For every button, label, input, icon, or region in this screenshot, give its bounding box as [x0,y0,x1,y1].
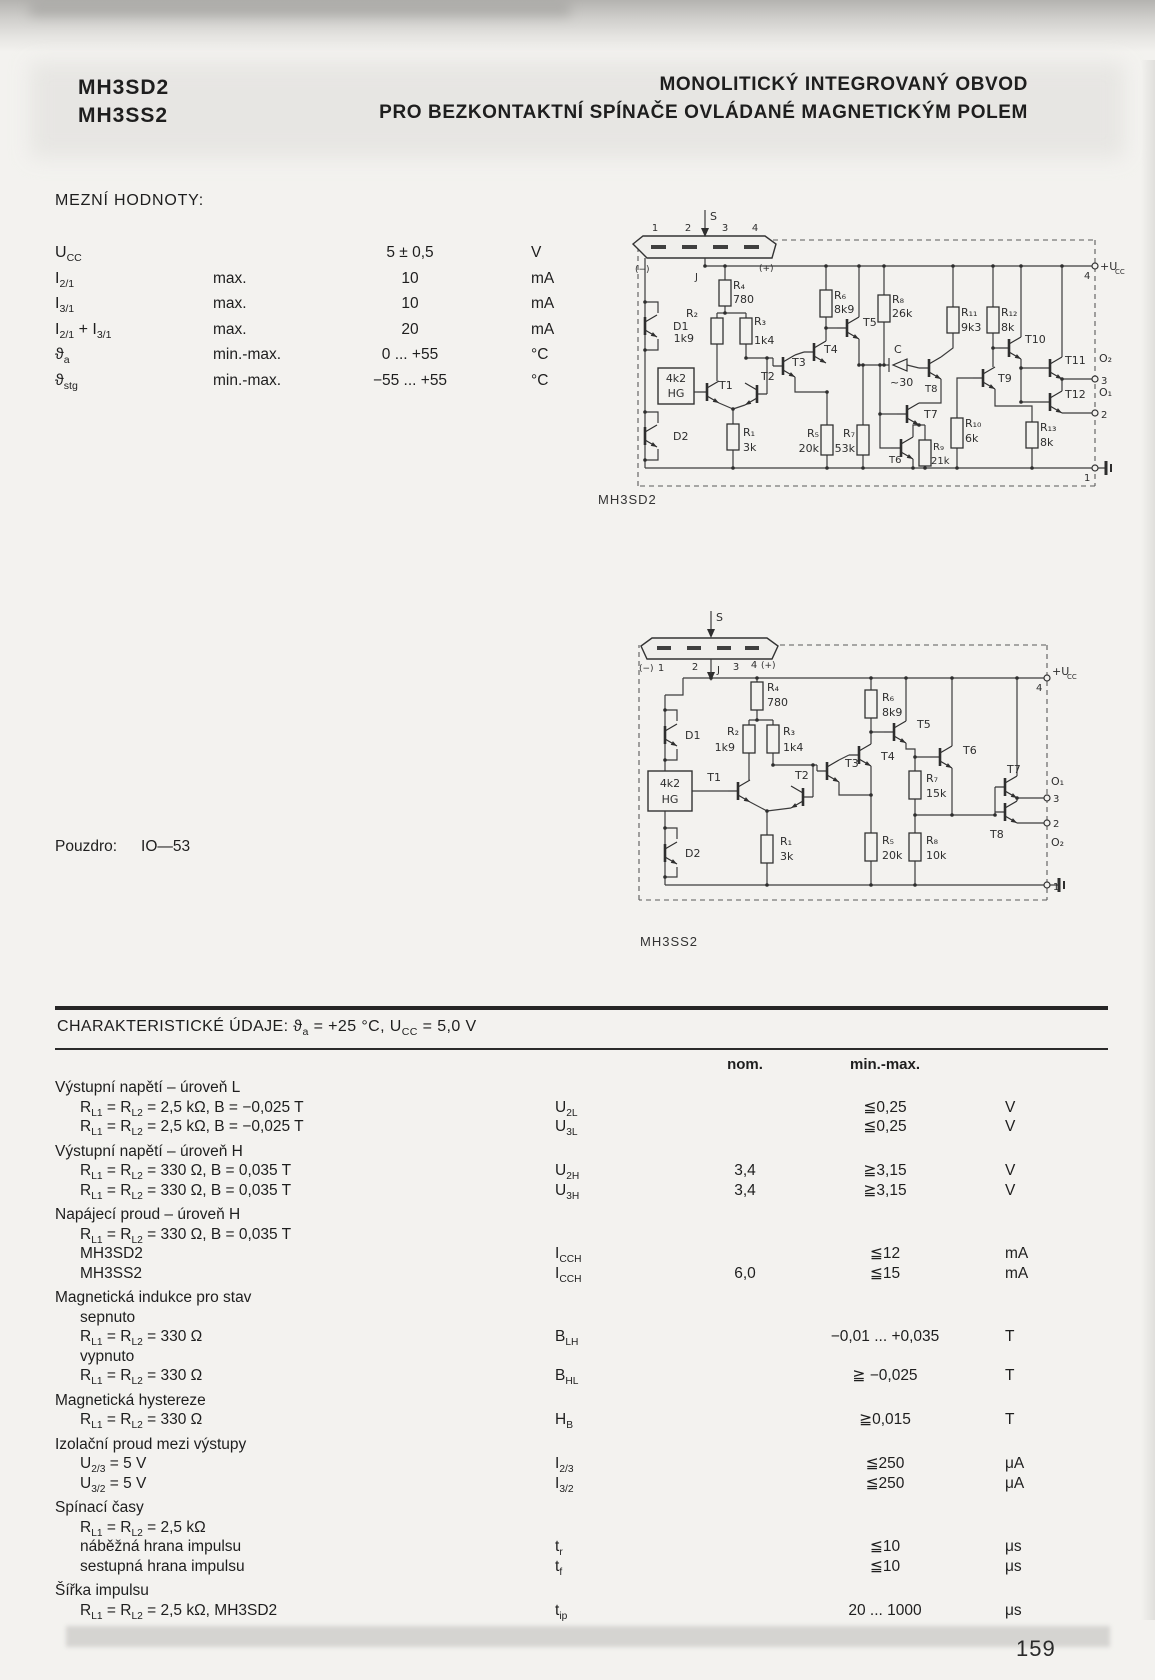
sch-label: R₅ [882,834,895,847]
char-row [55,1601,1117,1621]
schematic-mh3sd2 [595,196,1135,496]
char-symbol: $I_{3/2}$ [555,1474,574,1495]
schematic-caption-mh3ss2: MH3SS2 [640,934,699,949]
limits-heading: MEZNÍ HODNOTY: [55,192,204,209]
transistor-t2 [745,383,767,405]
sch-label: 1 [1084,473,1091,484]
doc-title-line2: PRO BEZKONTAKTNÍ SPÍNAČE OVLÁDANÉ MAGNETICKÝM POLEM [379,102,1028,123]
sch-label: S [716,611,723,624]
pin-4-ucc [1044,675,1050,681]
limit-condition: min.-max. [213,346,282,363]
sch-label: J [695,272,698,283]
sch-label: O₁ [1051,775,1065,788]
sch-label: T11 [1065,354,1086,367]
char-symbol: $U_{2L}$ [555,1098,578,1119]
transistor-t5 [884,721,906,743]
resistor-r7 [909,771,921,799]
char-unit: V [1005,1162,1016,1179]
sch-label: 4k2 [665,372,687,385]
char-row [55,1264,1117,1284]
char-condition: sestupná hrana impulsu [80,1557,245,1575]
sch-label: 1 [657,663,665,674]
sch-label: 1k4 [754,334,775,347]
char-nom-value: 3,4 [734,1181,756,1199]
char-condition: $R_{L1} = R_{L2} = 330$ Ω, B = 0,035 T [80,1225,292,1246]
transistor-t4 [804,341,826,363]
sch-label: 4 [750,660,758,671]
sch-label: 20k [798,442,819,455]
sch-label: O₂ [1099,352,1113,365]
sch-label: (−) [635,265,650,275]
sch-label: 15k [926,787,947,800]
transistor-t7 [897,403,919,425]
sch-label: 6k [965,432,979,445]
part-number-2: MH3SS2 [78,104,169,127]
char-condition: náběžná hrana impulsu [80,1538,242,1555]
sch-label: T3 [845,757,859,770]
part-number-1: MH3SD2 [78,76,170,99]
sch-label: 1k4 [783,741,804,754]
sch-label: R₃ [783,725,796,738]
sch-label: 4 [1084,271,1091,282]
sch-label: CC [1115,268,1125,276]
char-section-heading: Spínací časy [55,1499,144,1516]
char-row [55,1098,1117,1118]
sch-label: T1 [719,379,733,392]
limit-unit: mA [531,295,555,312]
limit-unit: °C [531,371,549,389]
limit-value: 5 ± 0,5 [386,244,434,261]
char-unit: μA [1005,1474,1025,1492]
limit-unit: V [531,244,542,261]
char-symbol: $t_f$ [555,1557,563,1578]
sch-label: T4 [881,750,895,763]
char-minmax-value: −0,01 ... +0,035 [830,1328,940,1345]
sch-label: R₂ [685,307,698,320]
char-table-body [55,1078,1117,1620]
char-unit: μs [1005,1557,1022,1575]
sch-label: 2 [1053,819,1060,830]
sch-label: T4 [824,343,838,356]
sch-label: +U [1100,260,1118,273]
char-minmax-value: ≧0,015 [859,1411,911,1428]
transistor-d1 [645,315,657,337]
sch-label: R₄ [733,279,746,292]
char-condition: MH3SD2 [80,1245,143,1262]
char-row [55,1161,1117,1181]
transistor-t8 [919,357,941,379]
sch-label: T9 [998,372,1012,385]
sch-label: T1 [707,771,721,784]
schematic-mh3ss2 [595,575,1135,905]
transistor-t9 [973,367,995,389]
sch-label: C [894,343,902,356]
resistor-r9 [919,440,931,466]
limit-value: −55 ... +55 [372,371,448,389]
sch-label: R₈ [892,293,905,306]
transistor-t7 [995,776,1017,798]
char-symbol: $H_B$ [555,1411,574,1432]
sch-label: D1 [673,320,689,333]
char-condition: $R_{L1} = R_{L2} = 330$ Ω, B = 0,035 T [80,1181,292,1202]
sch-label: T2 [795,769,809,782]
char-minmax-value: ≦0,25 [863,1098,907,1116]
limits-row [55,270,635,296]
pin-2-output [1044,820,1050,826]
page-number: 159 [1016,1636,1056,1661]
char-row [55,1410,1117,1430]
char-unit: V [1005,1098,1016,1116]
sch-label: 4 [1036,683,1043,694]
sch-label: HG [661,793,679,806]
transistor-t8 [995,801,1017,823]
char-condition: sepnuto [80,1308,136,1326]
scan-artifact-footer-bar [66,1626,1110,1647]
sch-label: 21k [931,456,950,467]
limit-param: $I_{2/1}$ [55,269,75,290]
sch-label: 3 [1101,376,1108,387]
sch-label: R₆ [834,289,847,302]
sch-label: +U [1052,665,1070,678]
char-symbol: $t_r$ [555,1538,563,1559]
sch-label: T5 [863,316,877,329]
char-nom-value: 6,0 [734,1264,756,1282]
package-value: IO—53 [141,838,191,855]
char-minmax-value: ≧3,15 [863,1162,907,1179]
sch-label: (−) [639,664,654,674]
char-section-heading: Šířka impulsu [55,1582,149,1599]
scan-artifact-right-edge [1141,60,1155,1620]
sch-label: 26k [892,307,913,320]
resistor-r13 [1026,422,1038,448]
resistor-r11 [947,307,959,333]
resistor-r1 [761,835,773,863]
sch-label: ~30 [890,376,914,389]
char-section-heading: Magnetická indukce pro stav [55,1289,252,1306]
sch-label: R₅ [806,427,819,440]
char-minmax-value: ≦250 [865,1455,905,1472]
char-unit: mA [1005,1245,1029,1262]
sch-label: D2 [685,847,701,860]
sch-label: 8k9 [834,303,855,316]
sch-label: S [710,210,717,223]
sch-label: T8 [990,828,1004,841]
sch-label: T7 [1007,763,1021,776]
limits-row [55,372,635,398]
sch-label: HG [667,387,685,400]
sch-label: 9k3 [961,321,982,334]
pin-3-output [1092,376,1098,382]
char-condition: vypnuto [80,1347,135,1365]
char-row [55,1347,1117,1367]
char-symbol: $U_{2H}$ [555,1162,580,1183]
transistor-t1 [728,780,750,802]
rule-mid [55,1048,1108,1050]
char-unit: V [1005,1118,1016,1135]
char-condition: $R_{L1} = R_{L2} = 2,5$ kΩ [80,1518,206,1539]
char-minmax-value: ≦10 [869,1538,901,1555]
char-row [55,1454,1117,1474]
limits-row [55,346,635,372]
sch-label: 3k [743,441,757,454]
pin-1-ground [1092,465,1098,471]
char-row [55,1181,1117,1201]
sch-label: R₁₃ [1040,421,1057,434]
limit-param: $I_{2/1} + I_{3/1}$ [55,320,112,341]
resistor-r8 [909,833,921,861]
sch-label: 3 [1053,794,1060,805]
limits-row [55,244,635,270]
resistor-r10 [951,418,963,448]
resistor-r4 [751,682,763,710]
sch-label: R₃ [754,315,767,328]
limit-unit: °C [531,346,549,363]
sch-label: T12 [1065,388,1086,401]
resistor-r1 [727,424,739,450]
column-header-nom: nom. [727,1056,763,1073]
sch-label: 3 [732,662,740,673]
sch-label: 2 [691,662,699,673]
scan-artifact-streak [30,2,570,16]
sch-label: T7 [924,408,938,421]
sch-label: T10 [1025,333,1046,346]
sch-label: 1 [1053,882,1060,893]
char-row [55,1518,1117,1538]
char-unit: T [1005,1411,1015,1428]
transistor-t12 [1040,391,1062,413]
limit-value: 20 [401,320,419,338]
limit-condition: min.-max. [213,371,282,389]
char-symbol: $I_{CCH}$ [555,1264,582,1285]
sch-label: R₁₀ [965,417,982,430]
char-row [55,1537,1117,1557]
sch-label: 53k [834,442,855,455]
package-line [55,838,190,856]
transistor-t2 [791,786,813,808]
char-condition: $R_{L1} = R_{L2} = 330$ Ω [80,1328,203,1349]
char-unit: mA [1005,1264,1029,1282]
sch-label: 1 [651,223,659,234]
sch-label: 4 [751,223,759,234]
char-section-heading: Výstupní napětí – úroveň L [55,1079,241,1096]
resistor-r4 [719,280,731,306]
char-symbol: $U_{3L}$ [555,1118,578,1139]
limit-unit: mA [531,320,555,338]
transistor-d2 [665,842,677,864]
char-row [55,1557,1117,1577]
char-minmax-value: ≦0,25 [863,1118,907,1135]
sch-label: (+) [761,661,776,671]
sch-label: J [717,665,720,676]
limit-value: 10 [401,295,419,312]
sch-label: T8 [925,384,938,395]
sch-label: R₁ [743,426,756,439]
sch-label: 3 [721,223,729,234]
limit-unit: mA [531,269,555,287]
char-symbol: $t_{ip}$ [555,1601,568,1622]
sch-label: R₉ [933,442,944,453]
sch-label: 8k9 [882,706,903,719]
char-minmax-value: 20 ... 1000 [848,1601,922,1619]
sch-label: R₈ [926,834,939,847]
char-table-title: CHARAKTERISTICKÉ ÚDAJE: $ϑ_a = +25$ °C, $U_{CC} = 5,0$ V [57,1018,477,1039]
char-minmax-value: ≦10 [869,1557,901,1575]
limit-param: $I_{3/1}$ [55,295,75,316]
limits-table [55,244,635,397]
char-minmax-value: ≧ −0,025 [852,1367,918,1384]
sch-label: R₁₁ [961,306,978,319]
resistor-r7 [857,425,869,455]
char-unit: T [1005,1367,1015,1384]
char-symbol: $B_{HL}$ [555,1367,579,1388]
resistor-r5 [865,833,877,861]
resistor-r6 [820,290,832,317]
limit-param: $U_{CC}$ [55,244,82,265]
pin-1-ground [1044,882,1050,888]
limit-condition: max. [213,320,247,338]
sch-label: 780 [733,293,754,306]
sch-label: R₄ [767,681,780,694]
resistor-r6 [865,690,877,718]
char-minmax-value: ≧3,15 [863,1181,907,1199]
sch-label: R₆ [882,691,895,704]
char-row [55,1117,1117,1137]
package-label: Pouzdro: [55,838,118,855]
char-unit: T [1005,1328,1015,1345]
sch-label: 8k [1001,321,1015,334]
sch-label: 10k [926,849,947,862]
char-condition: $R_{L1} = R_{L2} = 330$ Ω [80,1411,203,1432]
sch-label: T5 [917,718,931,731]
char-unit: μs [1005,1601,1022,1619]
pin-4-ucc [1092,263,1098,269]
transistor-t5 [837,317,859,339]
resistor-r2 [711,318,723,344]
sch-label: R₁₂ [1001,306,1018,319]
sch-label: T6 [963,744,977,757]
limits-row [55,295,635,321]
char-condition: $R_{L1} = R_{L2} = 330$ Ω [80,1367,203,1388]
char-symbol: $I_{CCH}$ [555,1245,582,1266]
sch-label: R₇ [926,772,939,785]
sch-label: 3k [780,850,794,863]
char-unit: V [1005,1181,1016,1199]
char-minmax-value: ≦12 [869,1245,901,1262]
doc-title-line1: MONOLITICKÝ INTEGROVANÝ OBVOD [659,74,1028,95]
char-condition: $U_{2/3} = 5$ V [80,1455,147,1476]
char-symbol: $I_{2/3}$ [555,1455,574,1476]
char-minmax-value: ≦250 [865,1474,905,1492]
char-row [55,1366,1117,1386]
resistor-r3 [767,725,779,753]
sch-label: 20k [882,849,903,862]
transistor-t1 [697,381,719,403]
char-section-heading: Výstupní napětí – úroveň H [55,1142,243,1160]
sch-label: O₁ [1099,386,1113,399]
sch-label: R₇ [842,427,855,440]
resistor-r3 [740,318,752,344]
char-row [55,1225,1117,1245]
resistor-r5 [821,425,833,455]
schematic-caption-mh3sd2: MH3SD2 [598,492,657,507]
transistor-t10 [999,337,1021,359]
limit-value: 0 ... +55 [381,346,439,363]
sch-label: R₂ [726,725,739,738]
limit-param: $ϑ_{stg}$ [55,371,78,392]
char-condition: $R_{L1} = R_{L2} = 2,5$ kΩ, B = −0,025 T [80,1118,304,1139]
char-section-heading: Magnetická hystereze [55,1391,206,1409]
transistor-t6 [930,746,952,768]
char-symbol: $U_{3H}$ [555,1181,580,1202]
char-unit: μs [1005,1538,1022,1555]
char-symbol: $B_{LH}$ [555,1328,579,1349]
sch-label: 2 [1101,410,1108,421]
sch-label: T6 [889,455,902,466]
sch-label: 1k9 [673,332,694,345]
char-row [55,1244,1117,1264]
sch-label: 1k9 [714,741,735,754]
rule-top [55,1006,1108,1010]
char-condition: $U_{3/2} = 5$ V [80,1474,147,1495]
limit-value: 10 [401,269,419,287]
transistor-d2 [645,425,657,447]
pin-2-output [1092,410,1098,416]
char-row [55,1327,1117,1347]
resistor-r12 [987,307,999,333]
char-section-heading: Napájecí proud – úroveň H [55,1206,241,1223]
limit-param: $ϑ_a$ [55,346,70,367]
transistor-t11 [1040,357,1062,379]
char-nom-value: 3,4 [734,1162,756,1179]
sch-label: T2 [761,370,775,383]
schematic-border [639,645,1047,900]
sch-label: R₁ [780,835,793,848]
pin-3-output [1044,795,1050,801]
sch-label: O₂ [1051,836,1065,849]
transistor-d1 [665,724,677,746]
column-header-minmax: min.-max. [849,1056,921,1073]
limit-condition: max. [213,295,247,312]
resistor-r2 [743,725,755,753]
char-row [55,1474,1117,1494]
sch-label: 4k2 [659,777,681,790]
sch-label: (+) [759,264,774,274]
sch-label: 2 [684,223,692,234]
char-condition: $R_{L1} = R_{L2} = 2,5$ kΩ, MH3SD2 [80,1601,278,1622]
limits-row [55,321,635,347]
resistor-r8 [878,295,890,322]
sch-label: CC [1067,673,1077,681]
sch-label: D2 [673,430,689,443]
sch-label: 8k [1040,436,1054,449]
sch-label: D1 [685,729,701,742]
sch-label: 780 [767,696,788,709]
char-unit: μA [1005,1455,1025,1472]
char-section-heading: Izolační proud mezi výstupy [55,1435,247,1453]
char-condition: $R_{L1} = R_{L2} = 330$ Ω, B = 0,035 T [80,1162,292,1183]
char-condition: $R_{L1} = R_{L2} = 2,5$ kΩ, B = −0,025 T [80,1098,304,1119]
char-row [55,1308,1117,1328]
char-minmax-value: ≦15 [869,1264,901,1282]
char-condition: MH3SS2 [80,1264,143,1282]
sch-label: T3 [792,356,806,369]
wires [665,659,1059,885]
limit-condition: max. [213,269,247,287]
transistor-t3 [817,760,839,782]
